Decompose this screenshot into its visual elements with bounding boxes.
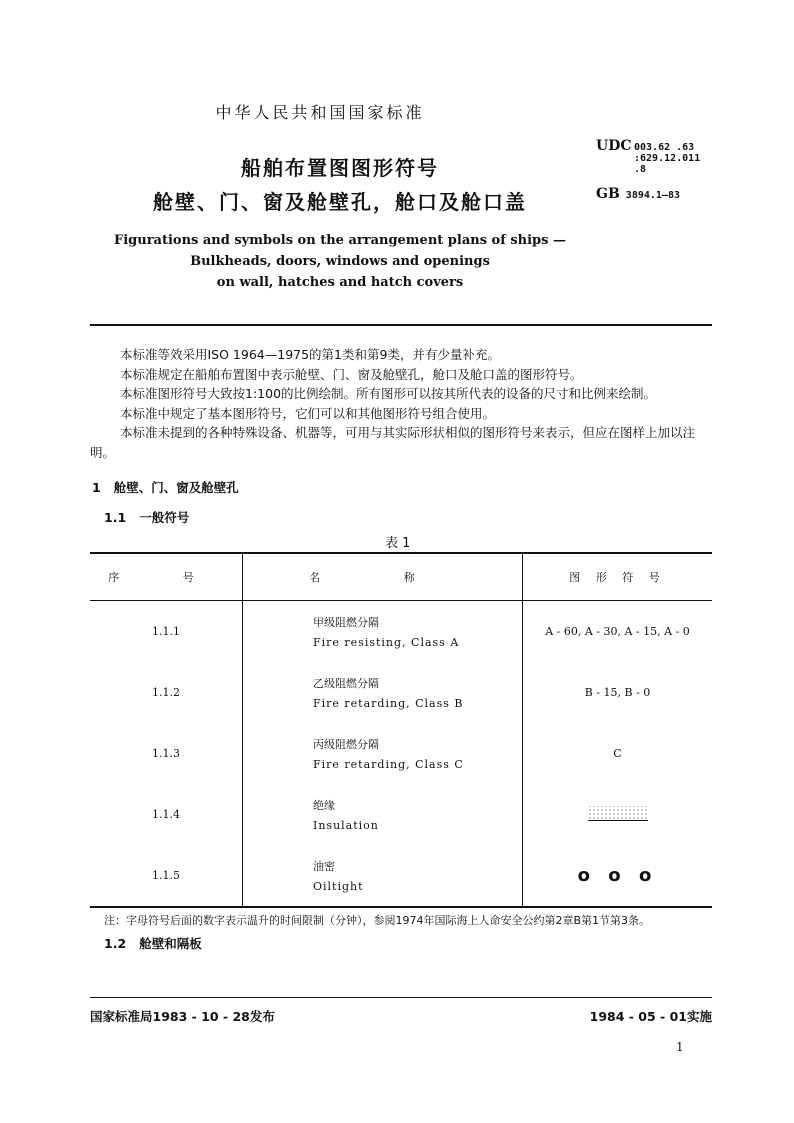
table-header-row [90,553,712,601]
page-number: 1 [676,1040,684,1054]
udc-line2: :629.12.011 [634,153,701,164]
udc-label: UDC [596,138,632,154]
intro-paragraph: 本标准规定在船舶布置图中表示舱壁、门、窗及舱壁孔，舱口及舱口盖的图形符号。 [120,366,583,382]
issue-date: 国家标准局1983 - 10 - 28发布 [90,1009,275,1024]
row-seq: 1.1.3 [90,723,243,784]
title-zh-line2: 舱壁、门、窗及舱壁孔，舱口及舱口盖 [153,190,527,214]
row-name [243,601,523,663]
insulation-hatch-symbol [588,806,648,821]
table-row [90,601,712,663]
name-zh: 乙级阻燃分隔 [313,677,379,690]
name-en: Oiltight [313,880,364,893]
name-zh: 甲级阻燃分隔 [313,616,379,629]
table-row [90,784,712,845]
symbol-table [90,552,712,908]
name-zh: 丙级阻燃分隔 [313,738,379,751]
footer-rule [90,997,712,998]
section-title: 一般符号 [139,510,190,525]
section-number: 1.2 [104,936,127,951]
section-1-heading [92,478,239,496]
section-title: 舱壁、门、窗及舱壁孔 [113,480,239,495]
udc-block [596,138,701,175]
header-symbol: 图 形 符 号 [523,553,713,601]
header-seq: 序 号 [90,553,243,601]
udc-line3: .8 [634,164,647,175]
gb-number: 3894.1—83 [625,190,680,201]
table-note: 注：字母符号后面的数字表示温升的时间限制（分钟），参阅1974年国际海上人命安全公约第2章B第1节第3条。 [104,914,651,927]
row-name [243,784,523,845]
gb-label: GB [596,186,620,202]
national-standard-label: 中华人民共和国国家标准 [215,103,425,122]
intro-paragraph: 本标准图形符号大致按1:100的比例绘制。所有图形可以按其所代表的设备的尺寸和比例来绘制。 [120,386,657,401]
table-row [90,723,712,784]
title-zh-line1: 船舶布置图图形符号 [241,156,439,180]
name-en: Fire retarding, Class B [313,697,464,710]
effective-date: 1984 - 05 - 01实施 [589,1009,712,1024]
gb-block [596,186,680,202]
row-symbol: C [613,747,622,760]
row-seq: 1.1.4 [90,784,243,845]
table-caption: 表 1 [385,536,411,551]
udc-code [634,142,700,175]
table-row [90,662,712,723]
name-zh: 绝缘 [313,799,335,812]
row-seq: 1.1.1 [90,601,243,663]
section-1-2-heading [104,934,202,952]
intro-text [90,345,712,462]
header-rule [90,324,712,326]
row-symbol: B - 15, B - 0 [584,686,651,699]
udc-line1: 003.62 .63 [634,142,695,153]
title-en-line2: Bulkheads, doors, windows and openings [190,254,490,269]
row-name [243,723,523,784]
name-en: Fire resisting, Class A [313,636,460,649]
title-en-line1: Figurations and symbols on the arrangement plans of ships — [113,233,566,248]
intro-paragraph: 本标准未提到的各种特殊设备、机器等，可用与其实际形状相似的图形符号来表示，但应在图样上加以注明。 [90,425,696,460]
header-name: 名 称 [243,553,523,601]
section-1-1-heading [104,508,189,526]
row-name [243,662,523,723]
row-seq: 1.1.5 [90,845,243,907]
table-row [90,845,712,907]
section-number: 1.1 [104,510,127,525]
intro-paragraph: 本标准中规定了基本图形符号，它们可以和其他图形符号组合使用。 [120,405,496,421]
title-en-line3: on wall, hatches and hatch covers [216,275,464,290]
section-number: 1 [92,480,101,495]
intro-paragraph: 本标准等效采用ISO 1964—1975的第1类和第9类，并有少量补充。 [120,347,500,362]
row-name [243,845,523,907]
oiltight-circles-symbol: o o o [577,865,658,886]
name-en: Insulation [313,819,379,832]
name-zh: 油密 [313,860,335,873]
row-seq: 1.1.2 [90,662,243,723]
name-en: Fire retarding, Class C [313,758,464,771]
row-symbol: A - 60, A - 30, A - 15, A - 0 [545,625,690,638]
section-title: 舱壁和隔板 [139,936,202,951]
